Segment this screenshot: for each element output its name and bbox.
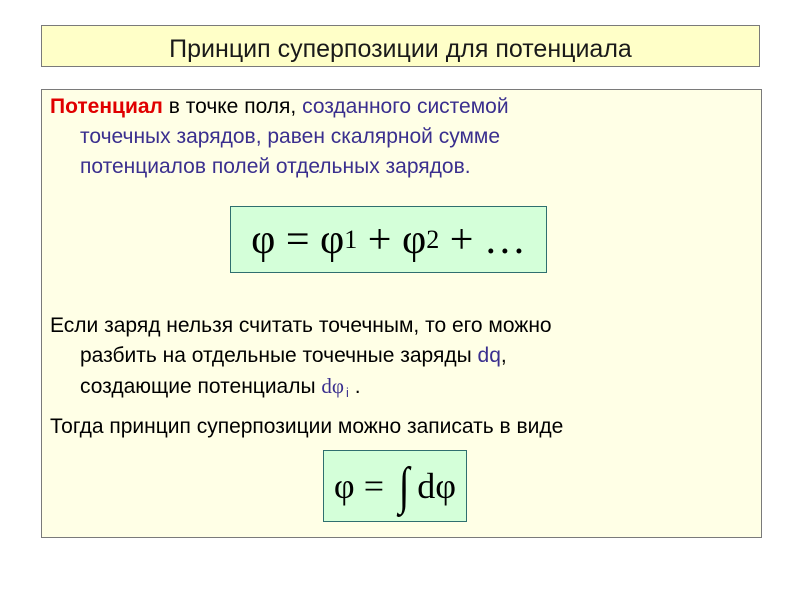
formula-integral-box	[323, 450, 467, 522]
paragraph1-line2: точечных зарядов, равен скалярной сумме	[80, 125, 501, 148]
formula1-plus1: +	[357, 216, 402, 263]
paragraph3-line1: Тогда принцип суперпозиции можно записать в виде	[50, 415, 564, 438]
slide-title-text: Принцип суперпозиции для потенциала	[169, 35, 632, 63]
paragraph2-dq: dq	[477, 344, 501, 367]
term-potential: Потенциал	[50, 95, 163, 118]
paragraph2-line1: Если заряд нельзя считать точечным, то его можно	[50, 314, 552, 337]
formula1-phi: φ	[251, 216, 276, 263]
paragraph2-line2	[50, 341, 750, 371]
paragraph2-comma: ,	[500, 344, 507, 367]
formula2-phi: φ	[333, 466, 355, 506]
formula1-equals: =	[275, 216, 321, 263]
formula1-phi2-index: 2	[426, 224, 440, 254]
formula2-equals: =	[354, 466, 393, 506]
paragraph2-line3-end: .	[348, 375, 361, 398]
paragraph2-dphi: dφ	[321, 374, 345, 398]
slide-title	[41, 25, 760, 67]
paragraph2-line3	[50, 371, 750, 408]
formula2-dphi: dφ	[417, 466, 457, 506]
formula1-plus2: +	[439, 216, 484, 263]
paragraph1-text2: созданного системой	[302, 95, 509, 118]
formula1-phi1: φ	[320, 216, 345, 263]
formula1-phi1-index: 1	[344, 224, 358, 254]
paragraph-continuous-charge	[50, 311, 750, 408]
formula1-phi2: φ	[401, 216, 427, 263]
paragraph1-text1: в точке поля,	[162, 95, 303, 118]
paragraph2-dphi-index: i	[346, 385, 349, 400]
formula-sum-box	[230, 206, 547, 273]
paragraph-potential-definition	[50, 92, 750, 182]
formula1-ellipsis: …	[483, 216, 526, 263]
paragraph2-line3-text: создающие потенциалы	[80, 375, 322, 398]
content-box	[41, 89, 762, 538]
paragraph1-line1	[50, 92, 750, 122]
paragraph2-line2-text: разбить на отдельные точечные заряды	[80, 344, 478, 367]
integral-sign: ∫	[398, 456, 410, 515]
paragraph1-line3: потенциалов полей отдельных зарядов.	[80, 155, 471, 178]
paragraph-superposition-form	[50, 412, 750, 442]
